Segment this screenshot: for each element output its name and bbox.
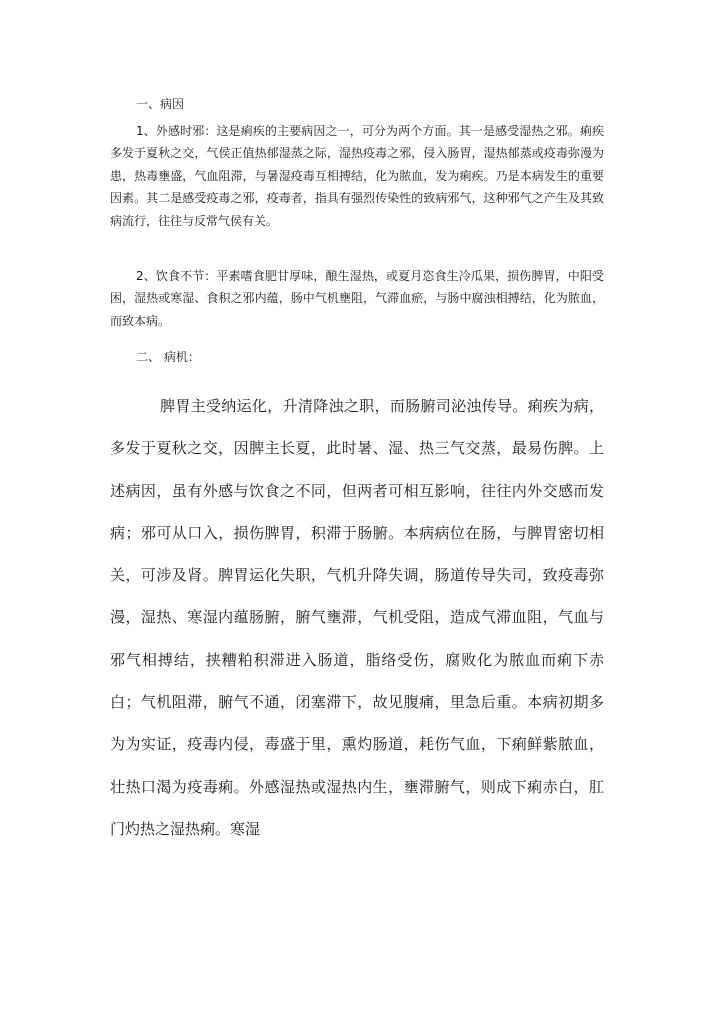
section-1-heading: 一、病因 xyxy=(136,97,185,111)
section-1-paragraph-diet: 2、饮食不节：平素嗜食肥甘厚味，酿生湿热，或夏月恣食生冷瓜果，损伤脾胃，中阳受困，湿热或寒湿、食积之邪内蕴，肠中气机壅阻，气滞血瘀，与肠中腐浊相搏结，化为脓血，而致本病。 xyxy=(110,269,604,328)
section-2-heading: 二、 病机： xyxy=(136,350,200,364)
section-2-paragraph-pathogenesis: 脾胃主受纳运化，升清降浊之职，而肠腑司泌浊传导。痢疾为病，多发于夏秋之交，因脾主长夏，此时暑、湿、热三气交蒸，最易伤脾。上述病因，虽有外感与饮食之不同，但两者可相互影响，往往内外交感而发病；邪可从口入，损伤脾胃，积滞于肠腑。本病病位在肠，与脾胃密切相关，可涉及肾。脾胃运化失职，气机升降失调，肠道传导失司，致疫毒弥漫，湿热、寒湿内蕴肠腑，腑气壅滞，气机受阻，造成气滞血阻，气血与邪气相搏结，挟糟粕积滞进入肠道，脂络受伤，腐败化为脓血而痢下赤白；气机阻滞，腑气不通，闭塞滞下，故见腹痛，里急后重。本病初期多为为实证，疫毒内侵，毒盛于里，熏灼肠道，耗伤气血，下痢鲜紫脓血，壮热口渴为疫毒痢。外感湿热或湿热内生，壅滞腑气，则成下痢赤白，肛门灼热之湿热痢。寒湿 xyxy=(110,397,604,838)
section-1-paragraph-external-pathogen: 1、外感时邪：这是痢疾的主要病因之一，可分为两个方面。其一是感受湿热之邪。痢疾多发于夏秋之交，气侯正值热郁湿蒸之际，湿热疫毒之邪，侵入肠胃，湿热郁蒸或疫毒弥漫为患，热毒壅盛，气血阻滞，与暑湿疫毒互相搏结，化为脓血，发为痢疾。乃是本病发生的重要因素。其二是感受疫毒之邪，疫毒者，指具有强烈传染性的致病邪气，这种邪气之产生及其致病流行，往往与反常气侯有关。 xyxy=(110,124,604,228)
